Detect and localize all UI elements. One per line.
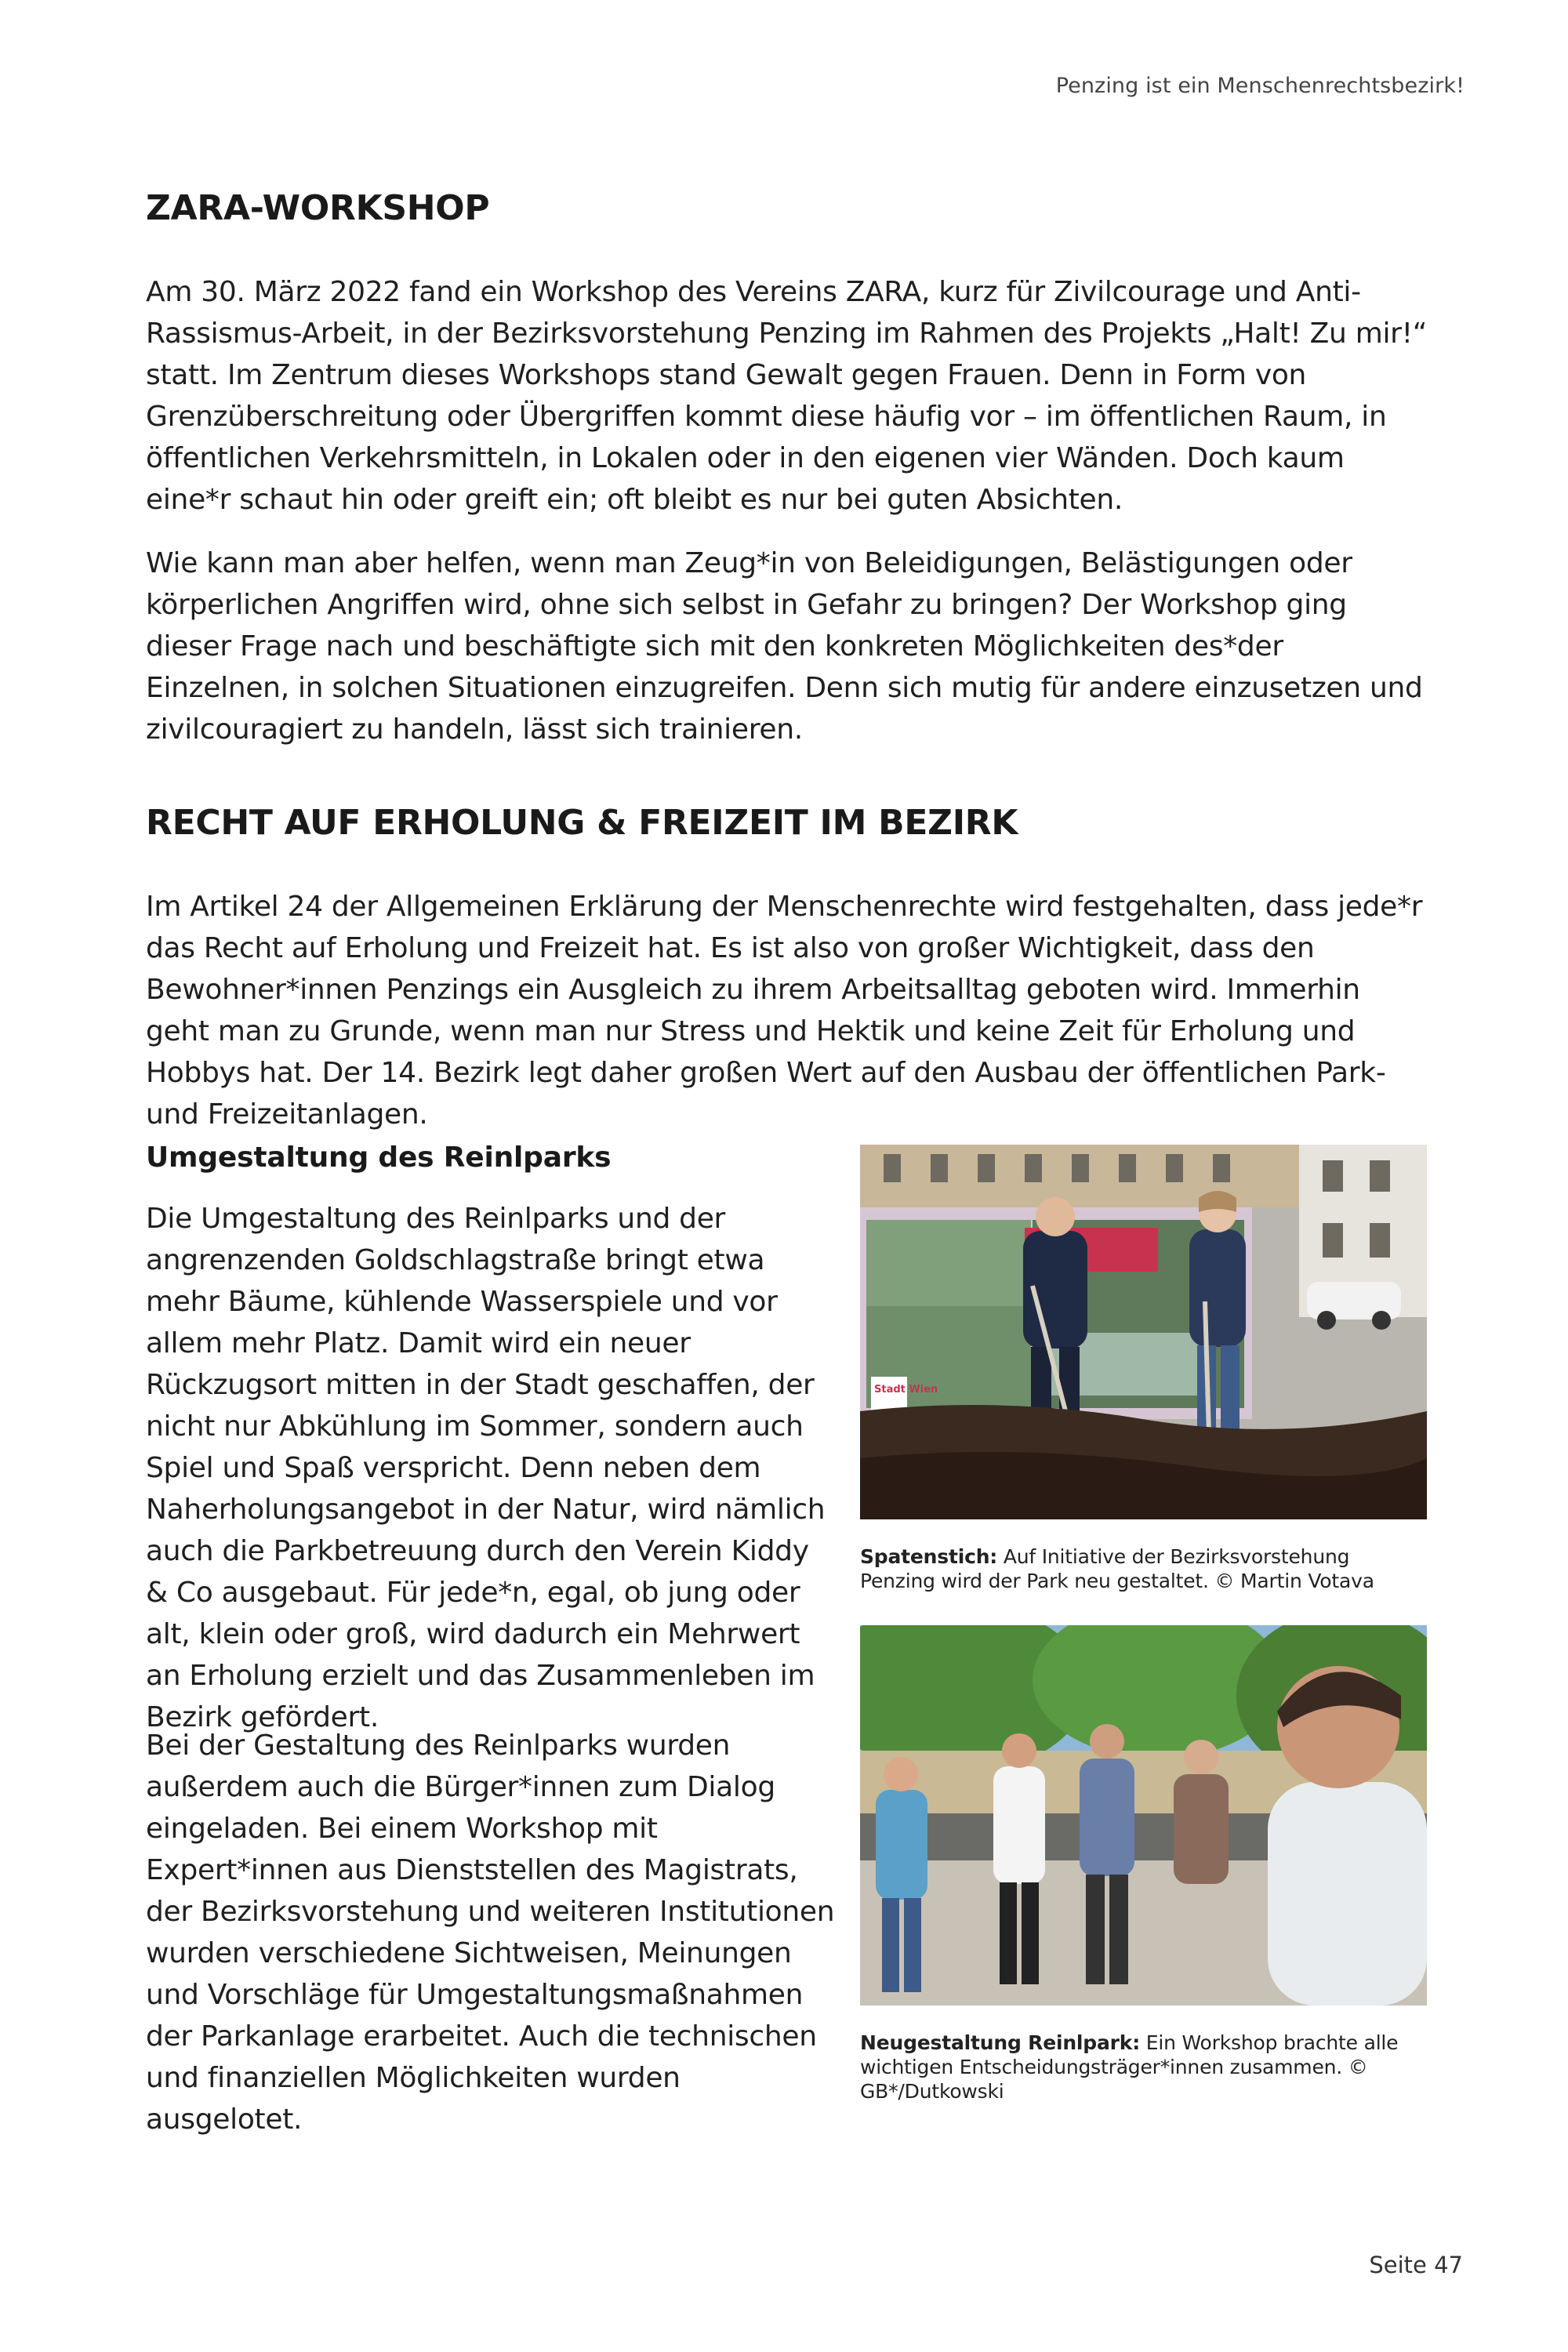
section-title-erholung: RECHT AUF ERHOLUNG & FREIZEIT IM BEZIRK bbox=[146, 803, 1018, 843]
caption-spatenstich bbox=[860, 1544, 1427, 1593]
caption-bold-label: Neugestaltung Reinlpark: bbox=[860, 2031, 1141, 2054]
photo-spatenstich-image bbox=[860, 1145, 1427, 1519]
photo-workshop-image bbox=[860, 1625, 1427, 2005]
caption-text: Ein Workshop brachte alle wichtigen Entscheidungsträger*innen zusammen. © GB*/Dutkowski bbox=[860, 2031, 1399, 2103]
photo-workshop bbox=[860, 1625, 1427, 2005]
caption-text: Auf Initiative der Bezirksvorstehung Penzing wird der Park neu gestaltet. © Martin Votava bbox=[860, 1545, 1374, 1592]
reinlpark-paragraph-1: Die Umgestaltung des Reinlparks und der angrenzenden Goldschlagstraße bringt etwa mehr Bäume, kühlende Wasserspiele und vor allem mehr Platz. Damit wird ein neuer Rückzugsort mitten in der Stadt geschaffen, der nicht nur Abkühlung im Sommer, sondern auch Spiel und Spaß verspricht. Denn neben dem Naherholungsangebot in der Natur, wird nämlich auch die Parkbetreuung durch den Verein Kiddy & Co ausgebaut. Für jede*n, egal, ob jung oder alt, klein oder groß, wird dadurch ein Mehrwert an Erholung erzielt und das Zusammenleben im Bezirk gefördert. bbox=[146, 1203, 826, 1733]
caption-workshop bbox=[860, 2031, 1427, 2103]
reinlpark-paragraph-2: Bei der Gestaltung des Reinlparks wurden außerdem auch die Bürger*innen zum Dialog eingeladen. Bei einem Workshop mit Expert*innen aus Dienststellen des Magistrats, der Bezirksvorstehung und weiteren Institutionen wurden verschiedene Sichtweisen, Meinungen und Vorschläge für Umgestaltungsmaßnahmen der Parkanlage erarbeitet. Auch die technischen und finanziellen Möglichkeiten wurden ausgelotet. bbox=[146, 1730, 835, 2136]
zara-paragraph-1: Am 30. März 2022 fand ein Workshop des Vereins ZARA, kurz für Zivilcourage und Anti-Rassismus-Arbeit, in der Bezirksvorstehung Penzing im Rahmen des Projekts „Halt! Zu mir!“ statt. Im Zentrum dieses Workshops stand Gewalt gegen Frauen. Denn in Form von Grenzüberschreitung oder Übergriffen kommt diese häufig vor – im öffentlichen Raum, in öffentlichen Verkehrsmitteln, in Lokalen oder in den eigenen vier Wänden. Doch kaum eine*r schaut hin oder greift ein; oft bleibt es nur bei guten Absichten. bbox=[146, 276, 1428, 516]
erholung-paragraph: Im Artikel 24 der Allgemeinen Erklärung der Menschenrechte wird festgehalten, dass jede*r das Recht auf Erholung und Freizeit hat. Es ist also von großer Wichtigkeit, dass den Bewohner*innen Penzings ein Ausgleich zu ihrem Arbeitsalltag geboten wird. Immerhin geht man zu Grunde, wenn man nur Stress und Hektik und keine Zeit für Erholung und Hobbys hat. Der 14. Bezirk legt daher großen Wert auf den Ausbau der öffentlichen Park- und Freizeitanlagen. bbox=[146, 891, 1423, 1131]
page-number: Seite 47 bbox=[1369, 2252, 1463, 2278]
zara-paragraph-2: Wie kann man aber helfen, wenn man Zeug*in von Beleidigungen, Belästigungen oder körperlichen Angriffen wird, ohne sich selbst in Gefahr zu bringen? Der Workshop ging dieser Frage nach und beschäftigte sich mit den konkreten Möglichkeiten des*der Einzelnen, in solchen Situationen einzugreifen. Denn sich mutig für andere einzusetzen und zivilcouragiert zu handeln, lässt sich trainieren. bbox=[146, 547, 1423, 746]
running-header: Penzing ist ein Menschenrechtsbezirk! bbox=[1055, 74, 1465, 98]
section-title-zara: ZARA-WORKSHOP bbox=[146, 188, 490, 228]
photo-spatenstich bbox=[860, 1145, 1427, 1519]
subsection-title-reinlpark: Umgestaltung des Reinlparks bbox=[146, 1142, 612, 1174]
banner-logo-text: Stadt Wien bbox=[874, 1384, 938, 1396]
caption-bold-label: Spatenstich: bbox=[860, 1545, 998, 1568]
